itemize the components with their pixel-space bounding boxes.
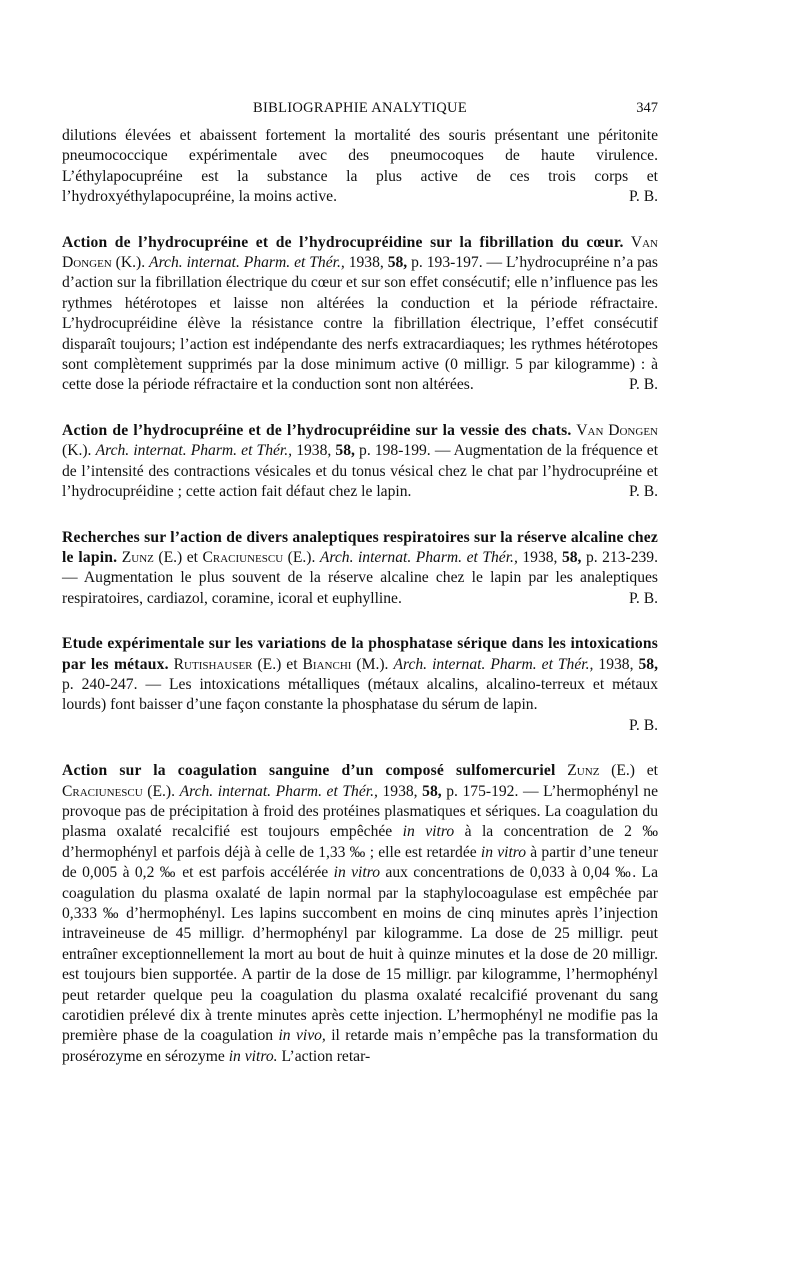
entry-journal: Arch. internat. Pharm. et Thér., (319, 548, 518, 566)
entry-conjunction: et (286, 655, 298, 673)
entry-authors: Van Dongen (K.). (62, 421, 658, 460)
abstract-italic: in vitro (480, 843, 527, 861)
entry-text: dilutions élevées et abaissent fortement la mortalité des souris présentant une péritonite pneumococcique expérimentale avec des pneumocoques de haute virulence. L’éthylapocupréine est la substance la plus active de ces trois corps et l’hydroxyéthylapocupréine, la moins active. (62, 127, 658, 206)
entry-pages: p. 193-197. (411, 254, 483, 272)
entry-year: 1938, (522, 548, 558, 566)
entry-author-2: Bianchi (M.). (302, 655, 389, 673)
entry-author-1: Rutishauser (E.) (173, 655, 282, 673)
abstract-part: à partir d’une teneur de 0,005 à 0,2 ‰ et est parfois accélérée (62, 843, 659, 882)
entry-sulfomercuriel (62, 761, 658, 1067)
entry-continuation (62, 126, 658, 208)
entry-abstract: — L’hydrocupréine n’a pas d’action sur la fibrillation électrique du cœur et sur son effet consécutif; elle n’influence pas les rythmes hétérotopes et laisse non altérées la conduction et la période réfractaire. L’hydrocupréidine élève la résistance contre la fibrillation électrique, l’effet consécutif disparaît toujours; l’action est indépendante des nerfs extracardiaques; les rythmes hétérotopes sont complètement supprimés par la dose minimum active (0 milligr. 5 par kilogramme) : à cette dose la période réfractaire et la conduction sont non altérées. (62, 254, 658, 394)
abstract-part: aux concentrations de 0,033 à 0,04 ‰. La coagulation du plasma oxalaté de lapin normal par la staphylocoagulase est empêchée par 0,333 ‰ d’hermophényl. Les lapins succombent en moins de cinq minutes après l’injection intraveineuse de 45 milligr. d’hermophényl par kilogramme. La dose de 25 milligr. peut entraîner exceptionnellement la mort au bout de huit à quinze minutes et la dose de 20 milligr. est toujours bien supportée. A partir de la dose de 15 milligr. par kilogramme, l’hermophényl peut retarder quelque peu la coagulation du plasma oxalaté recalcifié provenant du sang carotidien prélevé dix à trente minutes après cette injection. L’hermophényl ne modifie pas la première phase de la coagulation (62, 864, 658, 1045)
signature: P. B. (628, 376, 658, 394)
entry-volume: 58, (335, 442, 355, 460)
entry-journal: Arch. internat. Pharm. et Thér., (149, 254, 345, 272)
signature: P. B. (628, 716, 658, 734)
signature: P. B. (628, 589, 658, 607)
entry-title: Etude expérimentale sur les variations de la phosphatase sérique dans les intoxications par les métaux. (62, 635, 658, 673)
entry-pages: p. 198-199. (359, 442, 431, 460)
entry-pages: p. 240-247. (62, 675, 138, 693)
entry-year: 1938, (598, 655, 634, 673)
entry-abstract: — Les intoxications métalliques (métaux alcalins, alcalino-terreux et métaux lourds) font baisser d’une façon constante la phosphatase du sérum de lapin. (62, 675, 659, 714)
running-header (62, 98, 658, 118)
entry-title: Action de l’hydrocupréine et de l’hydrocupréidine sur la vessie des chats. (62, 421, 572, 439)
entry-hydrocupreine-fibrillation (62, 233, 658, 396)
abstract-part: il retarde mais n’empêche pas la transformation du prosérozyme en sérozyme (62, 1027, 658, 1065)
entry-authors: Van Dongen (K.). (62, 233, 658, 272)
abstract-italic: in vivo, (278, 1027, 326, 1045)
entry-author-2: Craciunescu (E.). (202, 548, 316, 566)
entry-abstract: — Augmentation de la fréquence et de l’intensité des contractions vésicales et du tonus vésical chez le chat par l’hydrocupréine et l’hydrocupréidine ; cette action fait défaut chez le lapin. (62, 442, 659, 501)
entry-title: Action de l’hydrocupréine et de l’hydrocupréidine sur la fibrillation du cœur. (62, 233, 624, 251)
entry-volume: 58, (422, 782, 442, 800)
entry-journal: Arch. internat. Pharm. et Thér., (179, 782, 378, 800)
document-page (62, 98, 658, 1067)
entry-journal: Arch. internat. Pharm. et Thér., (393, 655, 594, 673)
running-title: BIBLIOGRAPHIE ANALYTIQUE (253, 100, 467, 116)
entry-conjunction: et (646, 762, 659, 780)
abstract-italic: in vitro. (228, 1047, 278, 1065)
entry-analeptiques (62, 528, 658, 610)
entry-volume: 58, (387, 254, 408, 272)
entry-body (62, 634, 658, 716)
entry-pages: p. 213-239. (585, 548, 658, 566)
abstract-part: — L’hermophényl ne provoque pas de précipitation à froid des protéines plasmatiques et sériques. La coagulation du plasma oxalaté recalcifié est toujours empêchée (62, 782, 658, 841)
abstract-part: à la concentration de 2 ‰ d’hermophényl et parfois déjà à celle de 1,33 ‰ ; elle est retardée (62, 823, 658, 861)
entry-author-2: Craciunescu (E.). (62, 782, 175, 800)
entry-pages: p. 175-192. (446, 782, 519, 800)
abstract-part: L’action retar- (281, 1047, 371, 1065)
signature: P. B. (628, 188, 658, 206)
entry-volume: 58, (638, 655, 658, 673)
entry-volume: 58, (561, 548, 582, 566)
entry-abstract: — Augmentation le plus souvent de la réserve alcaline chez le lapin par les analeptiques respiratoires, cardiazol, coramine, icoral et euphylline. (62, 569, 658, 607)
page-number: 347 (636, 100, 658, 116)
entry-title: Action sur la coagulation sanguine d’un composé sulfomercuriel (62, 762, 556, 780)
entry-year: 1938, (382, 782, 418, 800)
entry-conjunction: et (186, 548, 198, 566)
entry-phosphatase (62, 634, 658, 736)
entry-journal: Arch. internat. Pharm. et Thér., (95, 442, 293, 460)
abstract-italic: in vitro (402, 823, 455, 841)
abstract-italic: in vitro (333, 864, 381, 882)
entry-title: Recherches sur l’action de divers analeptiques respiratoires sur la réserve alcaline chez le lapin. (62, 528, 658, 566)
entry-year: 1938, (348, 254, 384, 272)
signature: P. B. (628, 483, 658, 501)
entry-author-1: Zunz (E.) (567, 762, 635, 780)
entry-hydrocupreine-vessie (62, 421, 658, 503)
entry-year: 1938, (296, 442, 332, 460)
entry-author-1: Zunz (E.) (121, 548, 183, 566)
